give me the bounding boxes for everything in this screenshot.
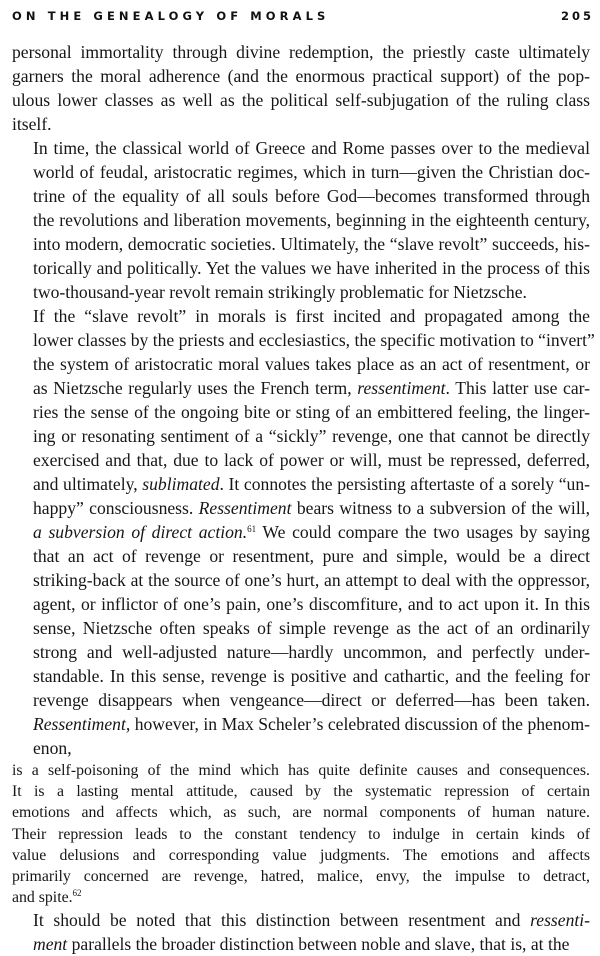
footnote-ref[interactable]: 62 (72, 888, 82, 899)
text-line (12, 664, 590, 688)
text-run: personal immortality through divine redemption, the priestly caste ultimately (12, 42, 590, 62)
text-run: revenge disappears when vengeance—direct or deferred—has been taken. (33, 690, 590, 710)
text-run: the system of aristocratic moral values takes place as an act of resentment, or (33, 354, 590, 374)
text-line (12, 424, 590, 448)
text-line (12, 496, 590, 520)
text-line (12, 40, 590, 64)
text-line (12, 824, 590, 845)
text-line (12, 88, 590, 112)
text-run: primarily concerned are revenge, hatred, malice, envy, the impulse to detract, (12, 867, 590, 885)
running-head (12, 9, 594, 27)
text-run: It is a lasting mental attitude, caused by the systematic repression of certain (12, 783, 590, 801)
text-line (12, 352, 590, 376)
text-line (12, 640, 590, 664)
text-line (12, 400, 590, 424)
text-line (12, 280, 590, 304)
text-run: and ultimately, (33, 474, 143, 494)
text-run: bears witness to a subversion of the will, (291, 498, 590, 518)
italic-text: a subversion of direct action. (33, 522, 248, 542)
text-run: It should be noted that this distinction between resentment and (33, 910, 531, 931)
text-run: two-thousand-year revolt remain strikingly problematic for Nietzsche. (33, 282, 527, 302)
text-run: garners the moral adherence (and the enormous practical support) of the pop- (12, 66, 590, 86)
text-line (12, 160, 590, 184)
text-run: Their repression leads to the constant tendency to indulge in certain kinds of (12, 825, 590, 843)
body-text (12, 40, 595, 956)
text-run: trine of the equality of all souls before God—becomes transformed through (33, 186, 590, 206)
text-run: parallels the broader distinction between noble and slave, that is, at the (67, 934, 570, 955)
italic-text: ment (33, 934, 68, 955)
text-line (12, 472, 590, 496)
text-run: is a self-poisoning of the mind which has quite definite causes and consequences. (12, 762, 590, 779)
text-run: ries the sense of the ongoing bite or sting of an embittered feeling, the linger- (33, 402, 590, 422)
text-run: If the “slave revolt” in morals is first incited and propagated among the (33, 306, 590, 326)
paragraph (12, 304, 595, 760)
text-run: and spite. (12, 889, 73, 907)
text-line (12, 304, 590, 328)
text-line (12, 328, 595, 352)
text-run: world of feudal, aristocratic regimes, which in turn—given the Christian doc- (33, 162, 590, 182)
text-run: striking-back at the source of one’s hurt, an attempt to deal with the oppressor, (33, 570, 590, 590)
text-run: happy” consciousness. (33, 498, 199, 518)
text-line (12, 208, 590, 232)
text-run: as Nietzsche regularly uses the French term, (33, 378, 358, 398)
text-line (12, 592, 590, 616)
italic-text: sublimated (142, 474, 220, 494)
italic-text: ressenti- (530, 910, 590, 931)
paragraph (12, 908, 590, 956)
text-line (12, 232, 590, 256)
text-line (12, 616, 590, 640)
text-line (12, 736, 590, 760)
text-run: sense, Nietzsche often speaks of simple revenge as the act of an ordinarily (33, 618, 590, 638)
footnote-ref[interactable]: 61 (247, 524, 257, 534)
text-run: ing or resonating sentiment of a “sickly” revenge, one that cannot be directly (33, 426, 590, 446)
text-line (12, 688, 590, 712)
text-line (12, 712, 590, 736)
text-line (12, 136, 590, 160)
paragraph (12, 40, 590, 136)
text-run: In time, the classical world of Greece and Rome passes over to the medieval (33, 138, 590, 158)
text-run: lower classes by the priests and ecclesiastics, the specific motivation to “invert” (33, 330, 595, 350)
running-head-title: ON THE GENEALOGY OF MORALS (12, 9, 330, 23)
text-line (12, 112, 590, 136)
text-run: emotions and affects which, as such, are normal components of human nature. (12, 804, 590, 822)
text-run: torically and politically. Yet the values we have inherited in the process of this (33, 258, 590, 278)
text-line (12, 908, 590, 932)
text-line (12, 802, 590, 823)
text-line (12, 887, 590, 908)
block-quote (12, 760, 590, 908)
text-line (12, 184, 590, 208)
text-run: however, in Max Scheler’s celebrated discussion of the phenom- (130, 714, 590, 734)
text-run: strong and well-adjusted nature—hardly uncommon, and perfectly under- (33, 642, 590, 662)
text-line (12, 520, 590, 544)
text-run: We could compare the two usages by saying (256, 522, 590, 542)
text-line (12, 376, 590, 400)
text-line (12, 781, 590, 802)
text-run: the revolutions and liberation movements, beginning in the eighteenth century, (33, 210, 590, 230)
text-run: ulous lower classes as well as the political self-subjugation of the ruling class (12, 90, 590, 110)
text-run: into modern, democratic societies. Ultimately, the “slave revolt” succeeds, his- (33, 234, 590, 254)
text-line (12, 760, 590, 781)
text-line (12, 544, 590, 568)
text-run: . This latter use car- (445, 378, 590, 398)
text-line (12, 845, 590, 866)
text-run: standable. In this sense, revenge is positive and cathartic, and the feeling for (33, 666, 590, 686)
text-run: . It connotes the persisting aftertaste of a sorely “un- (219, 474, 591, 494)
text-line (12, 64, 590, 88)
text-line (12, 866, 590, 887)
text-run: that an act of revenge or resentment, pure and simple, would be a direct (33, 546, 590, 566)
text-run: value delusions and corresponding value judgments. The emotions and affects (12, 846, 590, 864)
page-number: 205 (560, 9, 594, 23)
italic-text: ressentiment (357, 378, 446, 398)
text-run: itself. (12, 114, 52, 134)
italic-text: Ressentiment, (33, 714, 131, 734)
paragraph (12, 136, 590, 304)
text-run: exercised and that, due to lack of power or will, must be repressed, deferred, (33, 450, 590, 470)
italic-text: Ressentiment (198, 498, 292, 518)
text-line (12, 448, 590, 472)
text-run: agent, or inflictor of one’s pain, one’s discomfiture, and to act upon it. In this (33, 594, 590, 614)
text-run: enon, (33, 738, 72, 758)
text-line (12, 568, 590, 592)
text-line (12, 932, 590, 956)
text-line (12, 256, 590, 280)
